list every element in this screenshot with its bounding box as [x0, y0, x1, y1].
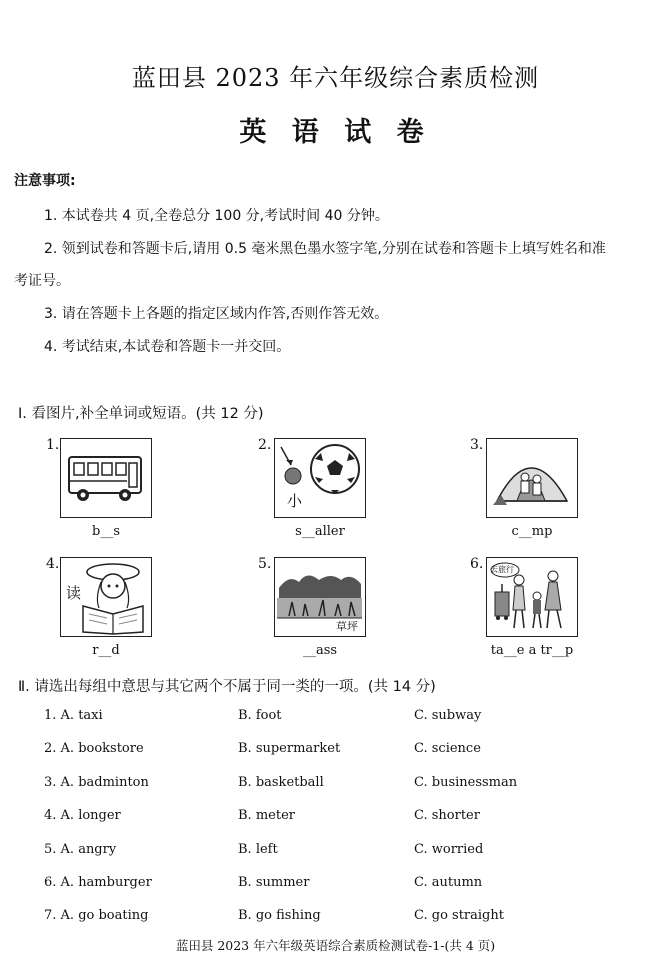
option-c: C. science: [414, 741, 481, 756]
picture-caption: s__aller: [295, 524, 345, 539]
option-c: C. subway: [414, 708, 482, 723]
picture-number: 3.: [470, 437, 484, 453]
camp-tent-icon: [487, 439, 576, 516]
picture-caption: b__s: [92, 524, 120, 539]
picture-frame: [486, 438, 578, 518]
picture-frame: [60, 438, 152, 518]
picture-label: 去旅行: [490, 565, 514, 574]
exam-subtitle: 英 语 试 卷: [239, 117, 432, 148]
picture-label: 小: [287, 492, 303, 510]
option-a: 3. A. badminton: [44, 775, 149, 790]
option-b: B. basketball: [238, 775, 324, 790]
option-c: C. worried: [414, 842, 484, 857]
option-b: B. foot: [238, 708, 282, 723]
option-a: 1. A. taxi: [44, 708, 103, 723]
notice-item: 4. 考试结束,本试卷和答题卡一并交回。: [44, 339, 291, 355]
option-a: 2. A. bookstore: [44, 741, 144, 756]
notice-item: 3. 请在答题卡上各题的指定区域内作答,否则作答无效。: [44, 306, 389, 322]
option-b: B. meter: [238, 808, 295, 823]
exam-title: 蓝田县 2023 年六年级综合素质检测: [131, 64, 540, 92]
picture-number: 6.: [470, 556, 484, 572]
option-b: B. go fishing: [238, 908, 321, 923]
picture-number: 5.: [258, 556, 272, 572]
option-a: 6. A. hamburger: [44, 875, 152, 890]
picture-number: 4.: [46, 556, 60, 572]
picture-number: 2.: [258, 437, 272, 453]
picture-caption: __ass: [302, 643, 338, 658]
section-1-heading: Ⅰ. 看图片,补全单词或短语。(共 12 分): [18, 406, 264, 422]
option-b: B. supermarket: [238, 741, 341, 756]
notice-item: 考证号。: [14, 273, 70, 289]
section-2-heading: Ⅱ. 请选出每组中意思与其它两个不属于同一类的一项。(共 14 分): [18, 679, 436, 695]
picture-caption: r__d: [92, 643, 120, 658]
option-a: 5. A. angry: [44, 842, 117, 857]
option-c: C. autumn: [414, 875, 483, 890]
option-a: 4. A. longer: [44, 808, 121, 823]
picture-caption: c__mp: [511, 524, 553, 539]
picture-number: 1.: [46, 437, 60, 453]
option-c: C. shorter: [414, 808, 480, 823]
notice-item: 2. 领到试卷和答题卡后,请用 0.5 毫米黑色墨水签字笔,分别在试卷和答题卡上填写姓名和准: [44, 241, 606, 257]
notice-heading: 注意事项:: [14, 173, 76, 189]
page-footer: 蓝田县 2023 年六年级英语综合素质检测试卷-1-(共 4 页): [175, 938, 496, 953]
picture-label: 草坪: [336, 620, 358, 633]
bus-icon: [61, 439, 150, 516]
notice-item: 1. 本试卷共 4 页,全卷总分 100 分,考试时间 40 分钟。: [44, 208, 389, 224]
option-b: B. summer: [238, 875, 310, 890]
picture-caption: ta__e a tr__p: [490, 643, 574, 658]
option-c: C. businessman: [414, 775, 518, 790]
option-a: 7. A. go boating: [44, 908, 149, 923]
option-c: C. go straight: [414, 908, 504, 923]
option-b: B. left: [238, 842, 278, 857]
picture-label: 读: [66, 584, 82, 602]
